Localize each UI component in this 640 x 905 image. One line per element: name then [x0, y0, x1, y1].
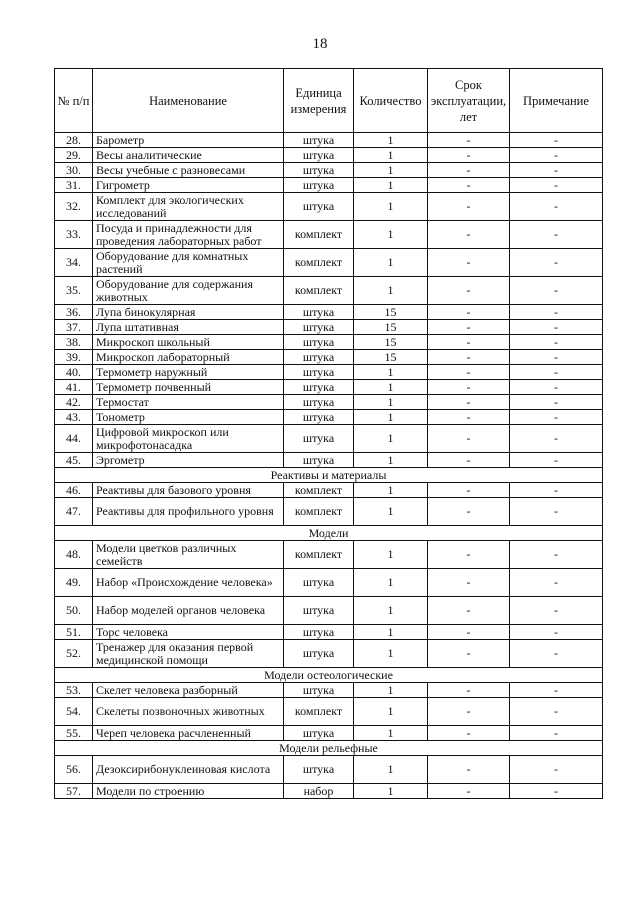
cell-note: -	[510, 249, 603, 277]
cell-unit: комплект	[284, 541, 354, 569]
cell-name: Термометр наружный	[93, 365, 284, 380]
equipment-table	[54, 68, 603, 799]
cell-name: Весы аналитические	[93, 148, 284, 163]
table-row	[55, 365, 603, 380]
cell-name: Цифровой микроскоп или микрофотонасадка	[93, 425, 284, 453]
cell-name: Оборудование для содержания животных	[93, 277, 284, 305]
cell-service-life: -	[428, 640, 510, 668]
cell-unit: комплект	[284, 221, 354, 249]
cell-quantity: 1	[354, 483, 428, 498]
section-title: Реактивы и материалы	[55, 468, 603, 483]
cell-name: Оборудование для комнатных растений	[93, 249, 284, 277]
cell-unit: штука	[284, 625, 354, 640]
cell-number: 43.	[55, 410, 93, 425]
cell-quantity: 1	[354, 178, 428, 193]
cell-unit: штука	[284, 756, 354, 784]
cell-service-life: -	[428, 726, 510, 741]
cell-number: 32.	[55, 193, 93, 221]
cell-number: 46.	[55, 483, 93, 498]
cell-number: 56.	[55, 756, 93, 784]
cell-note: -	[510, 683, 603, 698]
cell-note: -	[510, 380, 603, 395]
cell-quantity: 15	[354, 350, 428, 365]
cell-note: -	[510, 133, 603, 148]
cell-number: 48.	[55, 541, 93, 569]
table-row	[55, 305, 603, 320]
cell-number: 38.	[55, 335, 93, 350]
cell-number: 53.	[55, 683, 93, 698]
cell-name: Череп человека расчлененный	[93, 726, 284, 741]
cell-quantity: 1	[354, 277, 428, 305]
cell-note: -	[510, 320, 603, 335]
cell-unit: штука	[284, 597, 354, 625]
cell-note: -	[510, 756, 603, 784]
table-row	[55, 625, 603, 640]
cell-number: 33.	[55, 221, 93, 249]
cell-note: -	[510, 163, 603, 178]
cell-unit: штука	[284, 305, 354, 320]
cell-name: Барометр	[93, 133, 284, 148]
table-row	[55, 277, 603, 305]
cell-quantity: 1	[354, 726, 428, 741]
cell-number: 39.	[55, 350, 93, 365]
table-row	[55, 335, 603, 350]
table-row	[55, 395, 603, 410]
cell-number: 37.	[55, 320, 93, 335]
section-title: Модели остеологические	[55, 668, 603, 683]
cell-service-life: -	[428, 163, 510, 178]
cell-number: 34.	[55, 249, 93, 277]
cell-note: -	[510, 277, 603, 305]
cell-service-life: -	[428, 453, 510, 468]
cell-unit: штука	[284, 410, 354, 425]
cell-service-life: -	[428, 365, 510, 380]
cell-note: -	[510, 640, 603, 668]
cell-unit: штука	[284, 726, 354, 741]
cell-note: -	[510, 221, 603, 249]
cell-number: 36.	[55, 305, 93, 320]
cell-note: -	[510, 305, 603, 320]
cell-name: Микроскоп лабораторный	[93, 350, 284, 365]
cell-service-life: -	[428, 425, 510, 453]
cell-name: Набор «Происхождение человека»	[93, 569, 284, 597]
cell-name: Микроскоп школьный	[93, 335, 284, 350]
cell-service-life: -	[428, 178, 510, 193]
cell-name: Термометр почвенный	[93, 380, 284, 395]
table-row	[55, 453, 603, 468]
cell-number: 42.	[55, 395, 93, 410]
cell-service-life: -	[428, 350, 510, 365]
cell-note: -	[510, 395, 603, 410]
cell-quantity: 1	[354, 193, 428, 221]
cell-name: Скелеты позвоночных животных	[93, 698, 284, 726]
table-row	[55, 597, 603, 625]
cell-quantity: 15	[354, 335, 428, 350]
cell-unit: штука	[284, 683, 354, 698]
cell-service-life: -	[428, 335, 510, 350]
cell-service-life: -	[428, 756, 510, 784]
cell-service-life: -	[428, 305, 510, 320]
cell-number: 30.	[55, 163, 93, 178]
cell-service-life: -	[428, 569, 510, 597]
cell-name: Торс человека	[93, 625, 284, 640]
cell-name: Лупа штативная	[93, 320, 284, 335]
cell-name: Тренажер для оказания первой медицинской помощи	[93, 640, 284, 668]
cell-note: -	[510, 498, 603, 526]
cell-number: 40.	[55, 365, 93, 380]
cell-quantity: 1	[354, 133, 428, 148]
cell-service-life: -	[428, 597, 510, 625]
cell-service-life: -	[428, 625, 510, 640]
cell-unit: комплект	[284, 698, 354, 726]
cell-number: 45.	[55, 453, 93, 468]
table-row	[55, 784, 603, 799]
cell-note: -	[510, 698, 603, 726]
cell-unit: штука	[284, 350, 354, 365]
cell-note: -	[510, 365, 603, 380]
cell-note: -	[510, 178, 603, 193]
cell-note: -	[510, 453, 603, 468]
cell-service-life: -	[428, 483, 510, 498]
cell-name: Эргометр	[93, 453, 284, 468]
cell-quantity: 1	[354, 365, 428, 380]
section-row	[55, 526, 603, 541]
cell-service-life: -	[428, 148, 510, 163]
cell-note: -	[510, 569, 603, 597]
cell-quantity: 15	[354, 305, 428, 320]
cell-quantity: 1	[354, 683, 428, 698]
cell-quantity: 1	[354, 498, 428, 526]
cell-name: Термостат	[93, 395, 284, 410]
cell-service-life: -	[428, 683, 510, 698]
table-row	[55, 640, 603, 668]
table-row	[55, 193, 603, 221]
cell-note: -	[510, 784, 603, 799]
cell-quantity: 1	[354, 453, 428, 468]
cell-unit: комплект	[284, 483, 354, 498]
header-note: Примечание	[510, 69, 603, 133]
table-row	[55, 148, 603, 163]
cell-service-life: -	[428, 541, 510, 569]
header-qty: Количество	[354, 69, 428, 133]
table-row	[55, 756, 603, 784]
cell-quantity: 1	[354, 425, 428, 453]
table-row	[55, 498, 603, 526]
header-name: Наименование	[93, 69, 284, 133]
header-term: Срок эксплуатации, лет	[428, 69, 510, 133]
cell-quantity: 15	[354, 320, 428, 335]
cell-number: 51.	[55, 625, 93, 640]
cell-quantity: 1	[354, 410, 428, 425]
cell-name: Весы учебные с разновесами	[93, 163, 284, 178]
cell-note: -	[510, 193, 603, 221]
cell-note: -	[510, 335, 603, 350]
cell-note: -	[510, 148, 603, 163]
table-row	[55, 133, 603, 148]
table-row	[55, 541, 603, 569]
cell-quantity: 1	[354, 221, 428, 249]
cell-quantity: 1	[354, 395, 428, 410]
cell-number: 50.	[55, 597, 93, 625]
cell-quantity: 1	[354, 640, 428, 668]
cell-unit: штука	[284, 193, 354, 221]
cell-name: Модели цветков различных семейств	[93, 541, 284, 569]
cell-quantity: 1	[354, 541, 428, 569]
cell-unit: комплект	[284, 249, 354, 277]
cell-unit: штука	[284, 133, 354, 148]
cell-note: -	[510, 541, 603, 569]
cell-note: -	[510, 483, 603, 498]
cell-unit: штука	[284, 425, 354, 453]
table-row	[55, 483, 603, 498]
table-row	[55, 249, 603, 277]
cell-note: -	[510, 726, 603, 741]
table-row	[55, 410, 603, 425]
table-body	[55, 133, 603, 799]
section-row	[55, 468, 603, 483]
table-header	[55, 69, 603, 133]
cell-name: Модели по строению	[93, 784, 284, 799]
cell-service-life: -	[428, 698, 510, 726]
cell-note: -	[510, 625, 603, 640]
cell-name: Посуда и принадлежности для проведения лабораторных работ	[93, 221, 284, 249]
cell-service-life: -	[428, 784, 510, 799]
cell-name: Дезоксирибонуклеиновая кислота	[93, 756, 284, 784]
cell-quantity: 1	[354, 597, 428, 625]
cell-unit: штука	[284, 453, 354, 468]
cell-number: 28.	[55, 133, 93, 148]
cell-unit: штука	[284, 380, 354, 395]
section-title: Модели рельефные	[55, 741, 603, 756]
cell-quantity: 1	[354, 569, 428, 597]
table-row	[55, 221, 603, 249]
cell-note: -	[510, 425, 603, 453]
cell-name: Реактивы для базового уровня	[93, 483, 284, 498]
cell-service-life: -	[428, 498, 510, 526]
cell-note: -	[510, 410, 603, 425]
table-row	[55, 726, 603, 741]
cell-name: Скелет человека разборный	[93, 683, 284, 698]
cell-unit: штука	[284, 163, 354, 178]
table-row	[55, 350, 603, 365]
cell-number: 41.	[55, 380, 93, 395]
cell-number: 49.	[55, 569, 93, 597]
cell-number: 47.	[55, 498, 93, 526]
cell-name: Гигрометр	[93, 178, 284, 193]
table-row	[55, 178, 603, 193]
cell-service-life: -	[428, 410, 510, 425]
cell-service-life: -	[428, 193, 510, 221]
cell-number: 55.	[55, 726, 93, 741]
table-row	[55, 163, 603, 178]
cell-number: 44.	[55, 425, 93, 453]
cell-service-life: -	[428, 395, 510, 410]
cell-unit: комплект	[284, 498, 354, 526]
cell-quantity: 1	[354, 625, 428, 640]
cell-name: Лупа бинокулярная	[93, 305, 284, 320]
section-row	[55, 741, 603, 756]
table-row	[55, 380, 603, 395]
cell-number: 31.	[55, 178, 93, 193]
cell-service-life: -	[428, 221, 510, 249]
cell-unit: набор	[284, 784, 354, 799]
cell-quantity: 1	[354, 698, 428, 726]
table-row	[55, 569, 603, 597]
cell-number: 29.	[55, 148, 93, 163]
cell-unit: штука	[284, 335, 354, 350]
cell-name: Реактивы для профильного уровня	[93, 498, 284, 526]
header-unit: Единица измерения	[284, 69, 354, 133]
cell-service-life: -	[428, 380, 510, 395]
table-row	[55, 683, 603, 698]
cell-number: 57.	[55, 784, 93, 799]
cell-quantity: 1	[354, 148, 428, 163]
cell-unit: штука	[284, 148, 354, 163]
cell-service-life: -	[428, 277, 510, 305]
cell-number: 35.	[55, 277, 93, 305]
cell-unit: штука	[284, 569, 354, 597]
cell-quantity: 1	[354, 249, 428, 277]
cell-unit: штука	[284, 640, 354, 668]
cell-note: -	[510, 597, 603, 625]
cell-number: 52.	[55, 640, 93, 668]
cell-unit: комплект	[284, 277, 354, 305]
cell-name: Набор моделей органов человека	[93, 597, 284, 625]
cell-quantity: 1	[354, 163, 428, 178]
table-row	[55, 698, 603, 726]
table-row	[55, 425, 603, 453]
cell-quantity: 1	[354, 784, 428, 799]
page-number: 18	[312, 36, 328, 52]
cell-name: Тонометр	[93, 410, 284, 425]
cell-unit: штука	[284, 395, 354, 410]
cell-unit: штука	[284, 365, 354, 380]
cell-name: Комплект для экологических исследований	[93, 193, 284, 221]
cell-quantity: 1	[354, 380, 428, 395]
cell-number: 54.	[55, 698, 93, 726]
section-title: Модели	[55, 526, 603, 541]
section-row	[55, 668, 603, 683]
cell-note: -	[510, 350, 603, 365]
header-num: № п/п	[55, 69, 93, 133]
cell-unit: штука	[284, 320, 354, 335]
cell-quantity: 1	[354, 756, 428, 784]
cell-service-life: -	[428, 249, 510, 277]
cell-unit: штука	[284, 178, 354, 193]
table-row	[55, 320, 603, 335]
cell-service-life: -	[428, 320, 510, 335]
cell-service-life: -	[428, 133, 510, 148]
